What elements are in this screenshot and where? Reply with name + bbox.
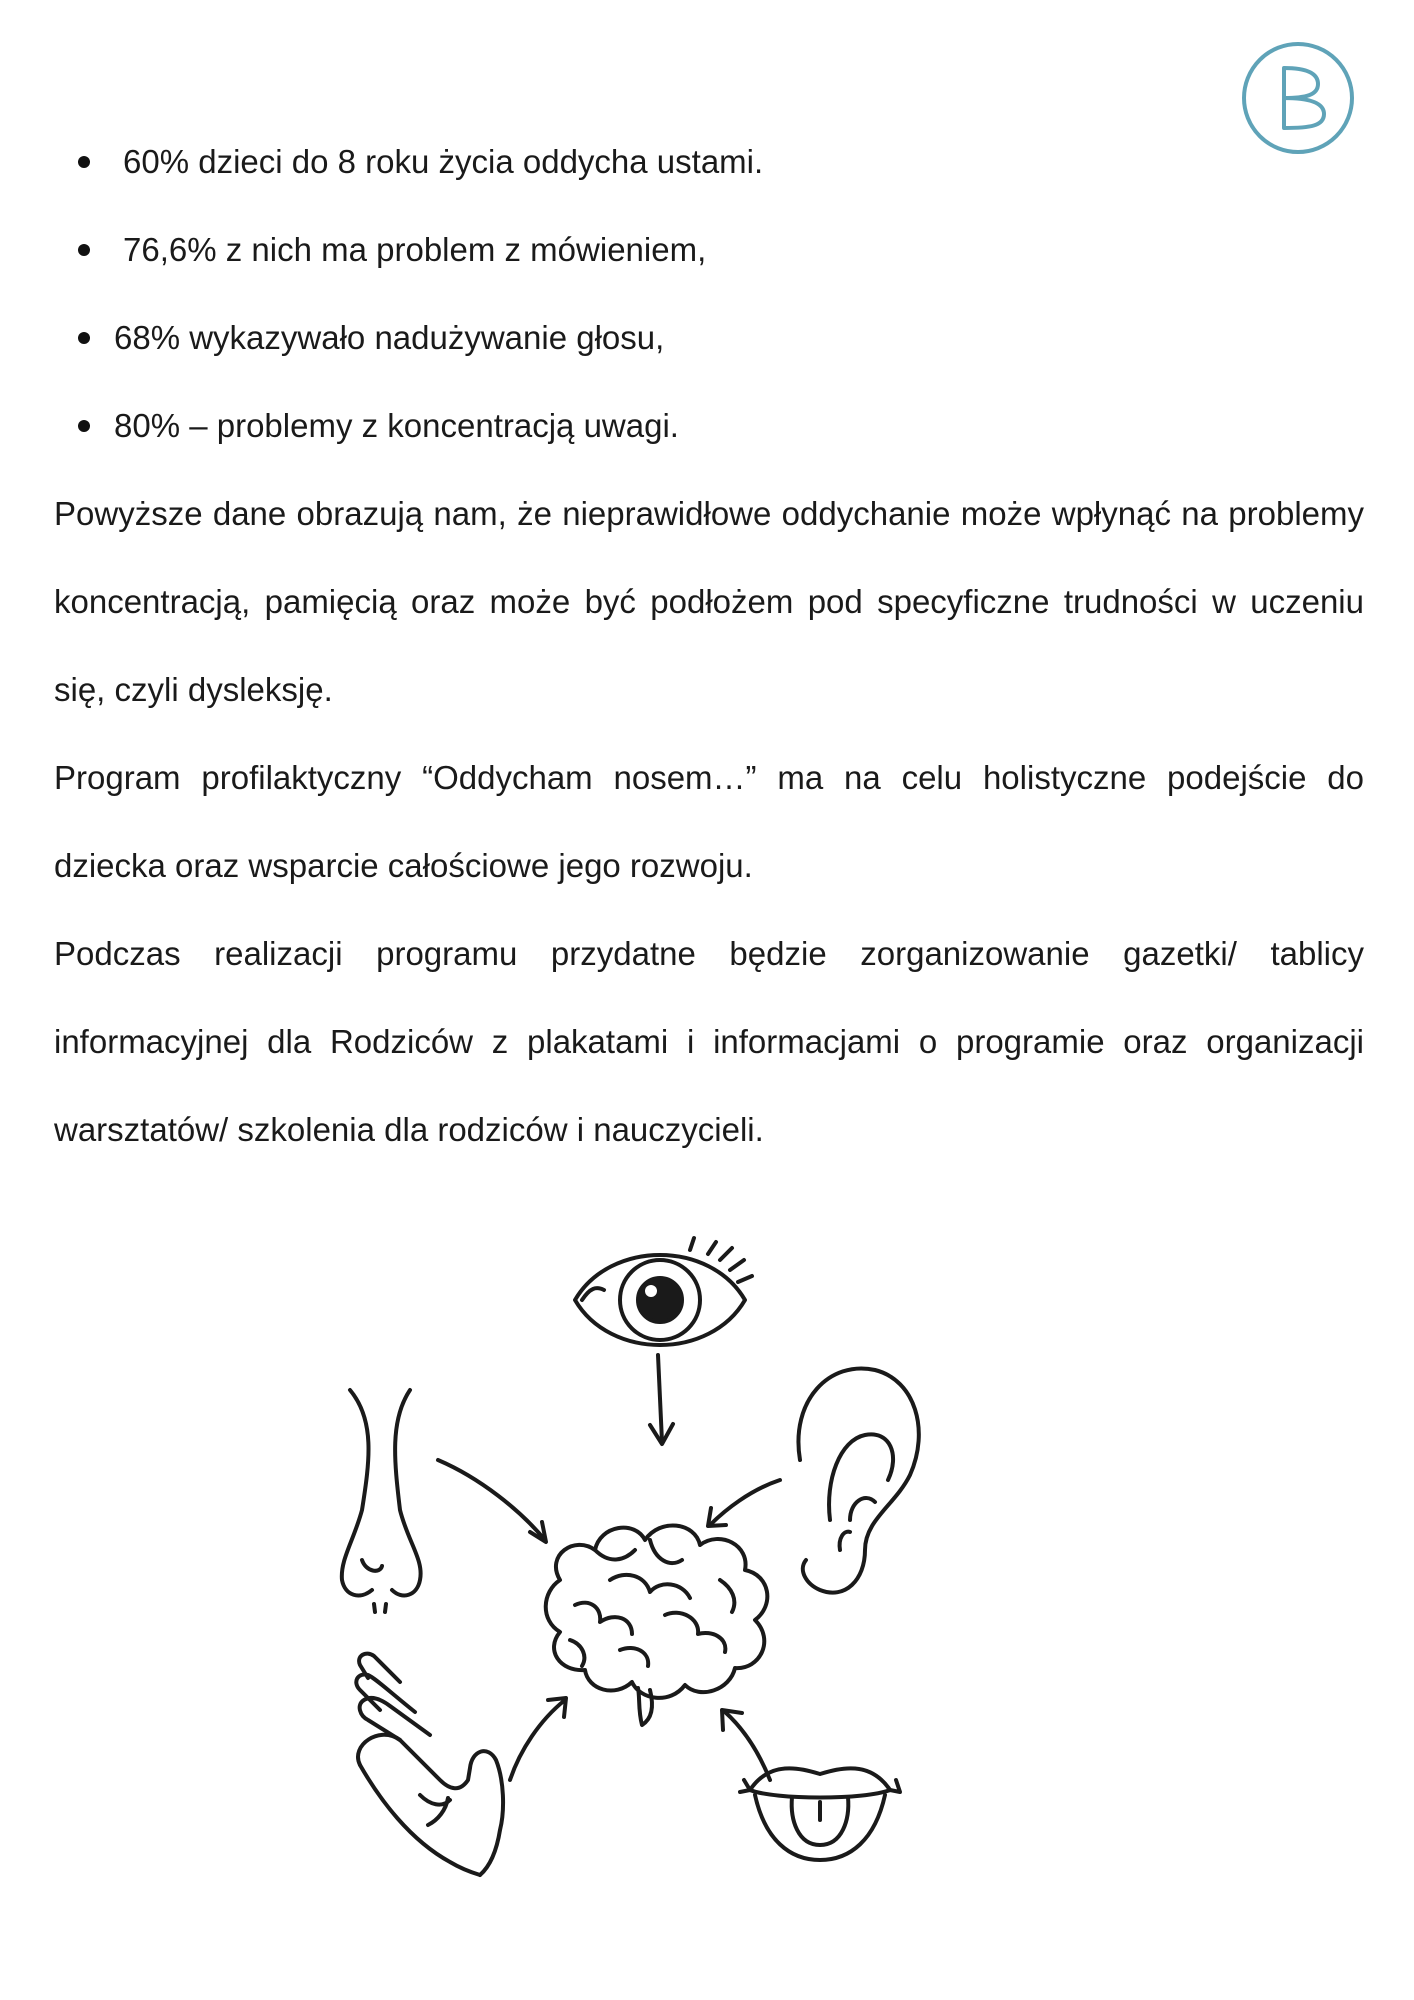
arrow-icon: [722, 1710, 770, 1780]
arrow-icon: [438, 1460, 546, 1542]
statistics-list: [54, 118, 1364, 470]
paragraph-program-goal: Program profilaktyczny “Oddycham nosem…” ma na celu holistyczne podejście do dziecka oraz wsparcie całościowe jego rozwoju.: [54, 759, 1364, 884]
brain-icon: [546, 1525, 768, 1725]
mouth-tongue-icon: [740, 1768, 900, 1860]
nose-icon: [342, 1390, 421, 1612]
eye-icon: [575, 1238, 752, 1345]
list-item: 68% wykazywało nadużywanie głosu,: [54, 294, 1364, 382]
paragraph-program-realization: Podczas realizacji programu przydatne będzie zorganizowanie gazetki/ tablicy informacyjnej dla Rodziców z plakatami i informacjami o programie oraz organizacji warsztatów/ szkolenia dla rodziców i nauczycieli.: [54, 935, 1364, 1148]
arrow-icon: [510, 1698, 566, 1780]
senses-illustration: [320, 1220, 1020, 1880]
ear-icon: [798, 1368, 918, 1592]
list-item: 60% dzieci do 8 roku życia oddycha ustami.: [54, 118, 1364, 206]
arrow-icon: [708, 1480, 780, 1526]
paragraph-breathing-impact: Powyższe dane obrazują nam, że nieprawidłowe oddychanie może wpłynąć na problemy koncentracją, pamięcią oraz może być podłożem pod specyficzne trudności w uczeniu się, czyli dysleksję.: [54, 495, 1364, 708]
hand-icon: [356, 1654, 503, 1880]
list-item: 80% – problemy z koncentracją uwagi.: [54, 382, 1364, 470]
arrow-icon: [650, 1355, 673, 1444]
list-item: 76,6% z nich ma problem z mówieniem,: [54, 206, 1364, 294]
